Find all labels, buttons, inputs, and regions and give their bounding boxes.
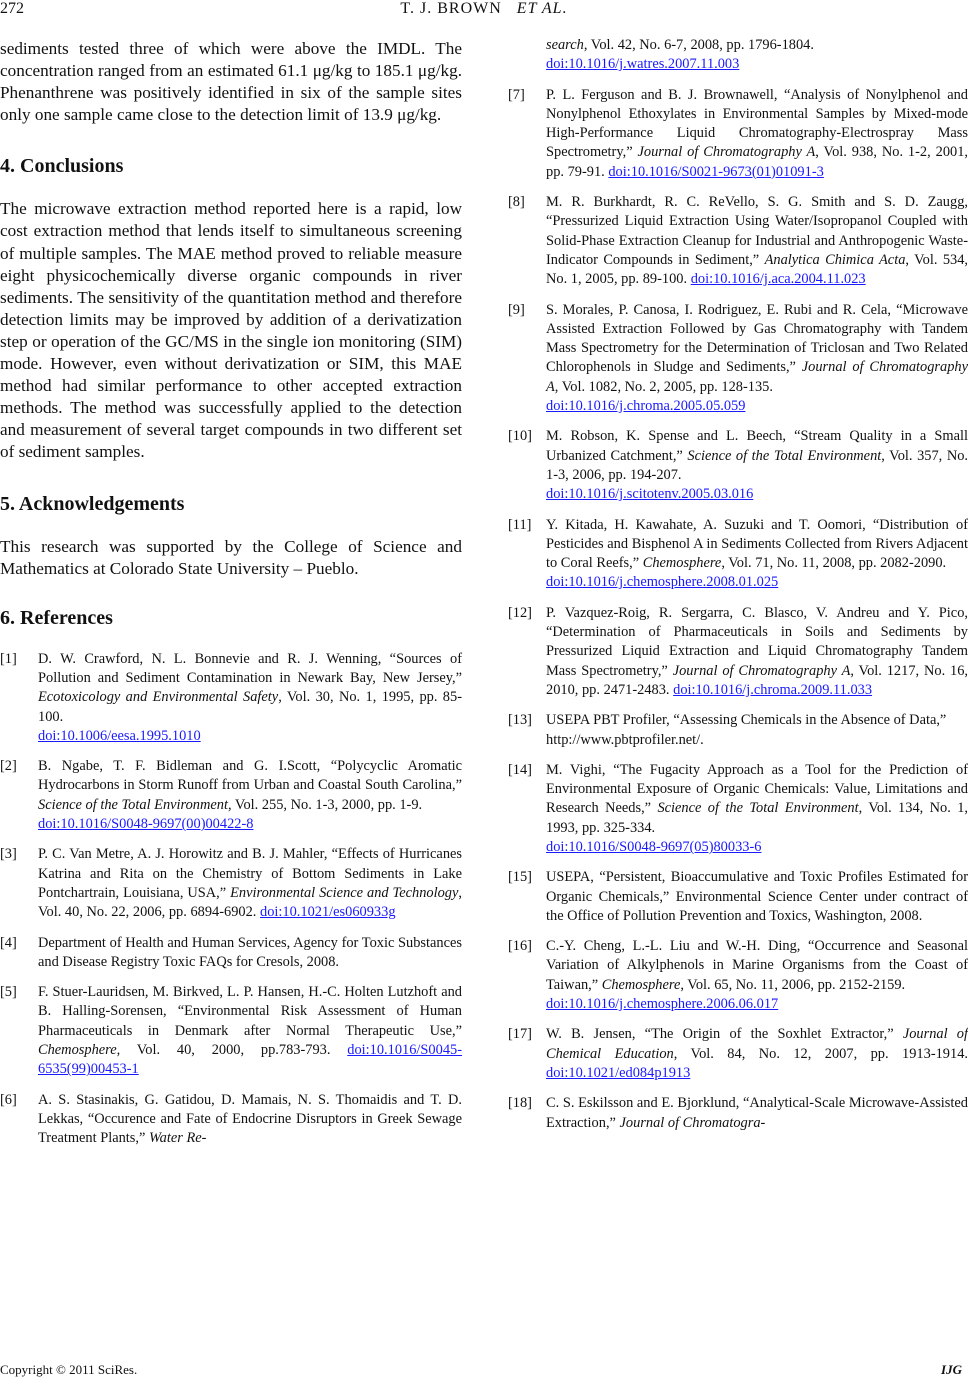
reference-details: , Vol. 40, 2000, pp.783-793. [116, 1042, 348, 1059]
reference-journal: Journal of Chromatography A [672, 662, 851, 679]
reference-details: , Vol. 42, No. 6-7, 2008, pp. 1796-1804. [583, 37, 814, 53]
reference-number: [8] [508, 194, 525, 211]
reference-details: , Vol. 30, No. 1, 1995, pp. 85-100. [38, 689, 462, 725]
reference-text: F. Stuer-Lauridsen, M. Birkved, L. P. Hansen, H.-C. Holten Lutzhoft and B. Halling-Sorensen, “Environmental Risk Assessment of Human Pharmaceuticals in Denmark after Normal Therapeutic Use,” [38, 984, 462, 1039]
reference-item [0, 983, 462, 1079]
reference-number: [2] [0, 758, 17, 775]
reference-number: [1] [0, 650, 17, 667]
reference-number: [15] [508, 869, 532, 886]
reference-item [508, 193, 968, 289]
reference-url: http://www.pbtprofiler.net/. [546, 731, 704, 748]
reference-number: [16] [508, 938, 532, 955]
running-head-etal: ET AL. [516, 0, 568, 17]
reference-text: A. S. Stasinakis, G. Gatidou, D. Mamais, N. S. Thomaidis and T. D. Lekkas, “Occurence and Fate of Endocrine Disruptors in Greek Sewage Treatment Plants,” [38, 1091, 462, 1147]
reference-journal: Chemosphere [642, 555, 722, 572]
reference-details: , Vol. 1082, No. 2, 2005, pp. 128-135. [554, 378, 773, 395]
doi-link[interactable]: doi:10.1016/j.chroma.2009.11.033 [673, 681, 873, 698]
reference-item [508, 1094, 968, 1133]
reference-text: M. Vighi, “The Fugacity Approach as a Tool for the Prediction of Environmental Exposure of Organic Chemicals: Value, Limitations and Research Needs,” [546, 761, 968, 817]
reference-details: , Vol. 938, No. 1-2, 2001, pp. 79-91. [546, 144, 968, 180]
doi-link[interactable]: doi:10.1016/j.scitotenv.2005.03.016 [546, 486, 754, 503]
doi-link[interactable]: doi:10.1016/j.chemosphere.2008.01.025 [546, 574, 779, 591]
reference-text: P. L. Ferguson and B. J. Brownawell, “Analysis of Nonylphenol and Nonylphenol Ethoxylates in Environmental Samples by Mixed-mode High-Performance Liquid Chromatography-Electrospray Mass Spectrometry,” [546, 86, 968, 161]
reference-item [0, 650, 462, 746]
reference-text: USEPA PBT Profiler, “Assessing Chemicals in the Absence of Data,” [546, 712, 947, 729]
references-right-list [508, 36, 968, 1133]
doi-link[interactable]: doi:10.1016/S0045-6535(99)00453-1 [38, 1042, 462, 1078]
reference-item [508, 516, 968, 593]
references-heading: 6. References [0, 606, 113, 629]
reference-number: [13] [508, 712, 532, 729]
doi-link[interactable]: doi:10.1021/es060933g [260, 904, 396, 921]
reference-continuation [508, 36, 968, 75]
reference-number: [11] [508, 516, 532, 533]
reference-journal: Chemosphere [38, 1042, 117, 1059]
reference-number: [14] [508, 761, 532, 778]
reference-item [508, 1025, 968, 1083]
reference-item [0, 934, 462, 973]
acknowledgements-heading: 5. Acknowledgements [0, 492, 185, 515]
reference-details: , Vol. 71, No. 11, 2008, pp. 2082-2090. [721, 555, 947, 572]
reference-text: S. Morales, P. Canosa, I. Rodriguez, E. Rubi and R. Cela, “Microwave Assisted Extraction Followed by Gas Chromatography with Tandem Mass Spectrometry for the Determination of Triclosan and Two Related Chlorophenols in Sludge and Sediments,” [546, 301, 968, 376]
doi-link[interactable]: doi:10.1016/j.chemosphere.2006.06.017 [546, 996, 779, 1013]
reference-journal: Chemosphere [601, 976, 681, 993]
references-left-list [0, 650, 462, 1149]
reference-text: W. B. Jensen, “The Origin of the Soxhlet Extractor,” [546, 1026, 903, 1043]
conclusions-paragraph: The microwave extraction method reported here is a rapid, low cost extraction method that lends itself to simultaneous screening of multiple samples. The MAE method proved to reliable measure eight physicochemically diverse organic compounds in river sediments. The sensitivity of the quantitation method and therefore detection limits may be improved by addition of a derivatization step or operation of the GC/MS in the single ion monitoring (SIM) mode. However, even without derivatization or SIM, this MAE method had similar performance to other accepted extraction methods. The method was successfully applied to the detection and measurement of several target compounds in two different set of sediment samples. [0, 199, 462, 462]
reference-number: [5] [0, 984, 17, 1001]
reference-text: C.-Y. Cheng, L.-L. Liu and W.-H. Ding, “Occurrence and Seasonal Variation of Alkylphenols in Marine Organisms from the Coast of Taiwan,” [546, 938, 968, 993]
reference-details: , Vol. 65, No. 11, 2006, pp. 2152-2159. [680, 976, 906, 993]
reference-item [0, 757, 462, 834]
running-head-authors: T. J. BROWN [400, 0, 502, 17]
reference-details: , Vol. 357, No. 1-3, 2006, pp. 194-207. [546, 447, 968, 483]
intro-paragraph: sediments tested three of which were above the IMDL. The concentration ranged from an estimated 61.1 μg/kg to 185.1 μg/kg. Phenanthrene was positively identified in six of the sample sites only one sample came close to the detection limit of 13.9 μg/kg. [0, 39, 462, 125]
reference-journal: Science of the Total Environment [687, 447, 882, 464]
reference-item [508, 301, 968, 417]
reference-item [0, 845, 462, 922]
reference-number: [3] [0, 846, 17, 863]
reference-number: [18] [508, 1095, 532, 1112]
reference-journal: Journal of Chromatography A [546, 359, 968, 395]
reference-number: [17] [508, 1026, 532, 1043]
doi-link[interactable]: doi:10.1016/j.aca.2004.11.023 [690, 271, 866, 288]
reference-item [508, 868, 968, 926]
footer-journal-abbrev: IJG [941, 1362, 962, 1377]
conclusions-heading: 4. Conclusions [0, 155, 124, 178]
reference-journal: search [546, 37, 584, 53]
reference-text: C. S. Eskilsson and E. Bjorklund, “Analytical-Scale Microwave-Assisted Extraction,” [546, 1095, 968, 1131]
reference-text: P. Vazquez-Roig, R. Sergarra, C. Blasco, V. Andreu and Y. Pico, “Determination of Pharmaceuticals in Soils and Sediments by Pressurized Liquid Extraction and Liquid Chromatography Tandem Mass Spectrometry,” [546, 604, 968, 679]
reference-item [0, 1091, 462, 1149]
doi-link[interactable]: doi:10.1016/S0021-9673(01)01091-3 [608, 163, 824, 180]
doi-link[interactable]: doi:10.1016/S0048-9697(05)80033-6 [546, 838, 762, 855]
doi-link[interactable]: doi:10.1016/j.watres.2007.11.003 [546, 56, 740, 73]
reference-journal: Ecotoxicology and Environmental Safety [38, 689, 279, 706]
doi-link[interactable]: doi:10.1021/ed084p1913 [546, 1064, 691, 1081]
reference-text: USEPA, “Persistent, Bioaccumulative and Toxic Profiles Estimated for Organic Chemicals,” Environmental Science Center under contract of the Office of Pollution Prevention and Toxics, Washington, 2008. [546, 869, 968, 924]
reference-number: [7] [508, 86, 525, 103]
doi-link[interactable]: doi:10.1016/j.chroma.2005.05.059 [546, 398, 746, 415]
reference-number: [6] [0, 1091, 17, 1108]
reference-item [508, 937, 968, 1014]
reference-text: Y. Kitada, H. Kawahate, A. Suzuki and T. Oomori, “Distribution of Pesticides and Bisphenol A in Sediments Collected from Rivers Adjacent to Coral Reefs,” [546, 516, 968, 572]
reference-item [508, 86, 968, 182]
reference-journal: Analytica Chimica Acta [764, 251, 906, 268]
reference-details: , Vol. 84, No. 12, 2007, pp. 1913-1914. [673, 1045, 968, 1062]
reference-journal: Journal of Chemical Education [546, 1026, 968, 1062]
reference-text: D. W. Crawford, N. L. Bonnevie and R. J. Wenning, “Sources of Pollution and Sediment Contamination in Newark Bay, New Jersey,” [38, 650, 462, 686]
reference-number: [9] [508, 301, 525, 318]
reference-item [508, 604, 968, 700]
reference-journal: Water Re- [149, 1130, 207, 1147]
reference-journal: Science of the Total Environment [38, 796, 228, 813]
footer-copyright: Copyright © 2011 SciRes. [0, 1362, 138, 1377]
reference-text: M. R. Burkhardt, R. C. ReVello, S. G. Smith and S. D. Zaugg, “Pressurized Liquid Extraction Using Water/Isopropanol Coupled with Solid-Phase Extraction Cleanup for Industrial and Anthropogenic Waste-Indicator Compounds in Sediment,” [546, 194, 968, 268]
acknowledgements-paragraph: This research was supported by the College of Science and Mathematics at Colorado State University – Pueblo. [0, 536, 462, 578]
reference-number: [12] [508, 604, 532, 621]
reference-journal: Journal of Chromatogra- [619, 1114, 766, 1131]
reference-journal: Journal of Chromatography A [637, 144, 816, 161]
reference-text: B. Ngabe, T. F. Bidleman and G. I.Scott, “Polycyclic Aromatic Hydrocarbons in Storm Runoff from Urban and Coastal South Carolina,” [38, 758, 462, 794]
doi-link[interactable]: doi:10.1006/eesa.1995.1010 [38, 727, 201, 744]
page-number: 272 [0, 0, 24, 17]
reference-item [508, 427, 968, 504]
reference-details: , Vol. 255, No. 1-3, 2000, pp. 1-9. [227, 796, 423, 813]
reference-text: Department of Health and Human Services, Agency for Toxic Substances and Disease Registry Toxic FAQs for Cresols, 2008. [38, 934, 462, 970]
reference-text: P. C. Van Metre, A. J. Horowitz and B. J. Mahler, “Effects of Hurricanes Katrina and Rita on the Chemistry of Bottom Sediments in Lake Pontchartrain, Louisiana, USA,” [38, 846, 462, 901]
reference-details: , Vol. 1217, No. 16, 2010, pp. 2471-2483. [546, 662, 968, 698]
doi-link[interactable]: doi:10.1016/S0048-9697(00)00422-8 [38, 816, 254, 833]
reference-text: M. Robson, K. Spense and L. Beech, “Stream Quality in a Small Urbanized Catchment,” [546, 428, 968, 464]
left-column [0, 38, 462, 1160]
right-column [508, 36, 968, 1144]
reference-journal: Science of the Total Environment [657, 800, 859, 817]
running-head [0, 0, 968, 18]
reference-journal: Environmental Science and Technology [230, 884, 459, 901]
reference-number: [4] [0, 934, 17, 951]
reference-details: , Vol. 534, No. 1, 2005, pp. 89-100. [546, 251, 968, 288]
reference-details: , Vol. 40, No. 22, 2006, pp. 6894-6902. [38, 884, 462, 921]
reference-number: [10] [508, 428, 532, 445]
reference-item [508, 711, 968, 750]
reference-item [508, 761, 968, 857]
reference-details: , Vol. 134, No. 1, 1993, pp. 325-334. [546, 800, 968, 836]
